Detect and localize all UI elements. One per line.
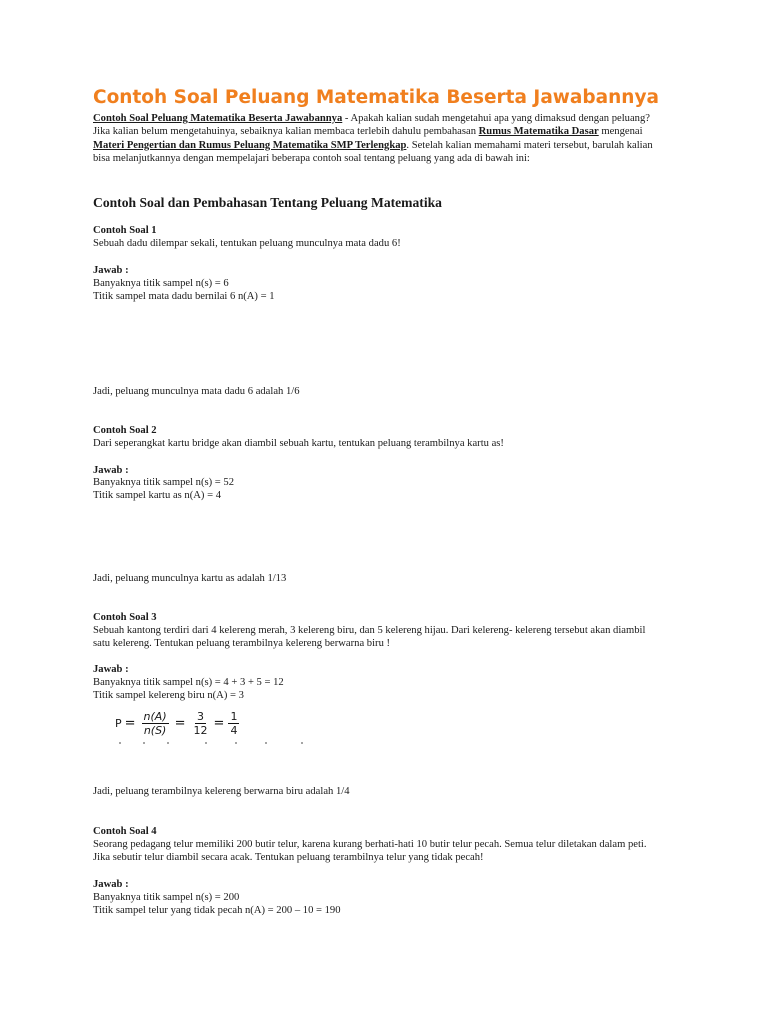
formula-equals-3: = xyxy=(213,716,225,731)
page-title: Contoh Soal Peluang Matematika Beserta Jawabannya xyxy=(93,87,659,108)
intro-text-1: - Apakah kalian sudah mengetahui apa yang dimaksud dengan peluang? Jika kalian belum mengetahuinya, sebaiknya kalian membaca terlebih dahulu pembahasan xyxy=(93,113,650,138)
formula-equals-2: = xyxy=(174,716,186,731)
probability-formula xyxy=(115,710,242,737)
formula-equals-1: = xyxy=(124,716,136,731)
soal3-line1: Banyaknya titik sampel n(s) = 4 + 3 + 5 = 12 xyxy=(93,677,284,688)
formula-fraction-nA-nS xyxy=(142,710,169,737)
soal3-line2: Titik sampel kelereng biru n(A) = 3 xyxy=(93,690,244,701)
intro-text-3: . Setelah kalian memahami materi tersebut, barulah kalian bisa melanjutkannya dengan mempelajari beberapa contoh soal tentang peluang yang ada di bawah ini: xyxy=(93,139,653,165)
soal3-conclusion: Jadi, peluang terambilnya kelereng berwarna biru adalah 1/4 xyxy=(93,786,350,797)
formula-numerator-3: 3 xyxy=(197,710,205,723)
soal2-question: Dari seperangkat kartu bridge akan diambil sebuah kartu, tentukan peluang terambilnya kartu as! xyxy=(93,438,504,449)
formula-numerator-1: 1 xyxy=(230,710,238,723)
soal2-conclusion: Jadi, peluang munculnya kartu as adalah 1/13 xyxy=(93,573,287,584)
formula-p: P xyxy=(115,717,122,730)
soal2-jawab: Jawab : xyxy=(93,465,129,476)
formula-denominator-12: 12 xyxy=(193,724,208,737)
soal2-line2: Titik sampel kartu as n(A) = 4 xyxy=(93,490,221,501)
soal1-line2: Titik sampel mata dadu bernilai 6 n(A) = 1 xyxy=(93,291,275,302)
formula-artifact-dots xyxy=(115,742,305,745)
soal1-conclusion: Jadi, peluang munculnya mata dadu 6 adalah 1/6 xyxy=(93,386,300,397)
soal4-line1: Banyaknya titik sampel n(s) = 200 xyxy=(93,892,240,903)
intro-link-article[interactable]: Contoh Soal Peluang Matematika Beserta Jawabannya xyxy=(93,113,343,124)
soal4-jawab: Jawab : xyxy=(93,879,129,890)
formula-fraction-3-12 xyxy=(192,710,210,737)
formula-numerator-nA: n(A) xyxy=(143,710,167,723)
intro-link-materi-peluang[interactable]: Materi Pengertian dan Rumus Peluang Matematika SMP Terlengkap xyxy=(93,139,407,151)
soal3-jawab: Jawab : xyxy=(93,664,129,675)
soal4-question: Seorang pedagang telur memiliki 200 butir telur, karena kurang berhati-hati 10 butir telur pecah. Semua telur diletakan dalam peti. Jika sebutir telur diambil secara acak. Tentukan peluang terambilnya telur yang tidak pecah! xyxy=(93,839,647,864)
soal3-question: Sebuah kantong terdiri dari 4 kelereng merah, 3 kelereng biru, dan 5 kelereng hijau. Dari kelereng- kelereng tersebut akan diambil satu kelereng. Tentukan peluang terambilnya kelereng berwarna biru ! xyxy=(93,625,646,650)
section-heading: Contoh Soal dan Pembahasan Tentang Peluang Matematika xyxy=(93,195,442,210)
intro-link-rumus-dasar[interactable]: Rumus Matematika Dasar xyxy=(478,126,599,138)
soal2-line1: Banyaknya titik sampel n(s) = 52 xyxy=(93,477,235,488)
formula-denominator-nS: n(S) xyxy=(143,724,167,737)
formula-denominator-4: 4 xyxy=(230,724,238,737)
soal1-question: Sebuah dadu dilempar sekali, tentukan peluang munculnya mata dadu 6! xyxy=(93,238,401,249)
intro-paragraph xyxy=(93,112,653,166)
soal1-label: Contoh Soal 1 xyxy=(93,225,157,236)
soal4-line2: Titik sampel telur yang tidak pecah n(A) = 200 – 10 = 190 xyxy=(93,905,341,916)
formula-fraction-1-4 xyxy=(228,710,239,737)
soal2-label: Contoh Soal 2 xyxy=(93,425,157,436)
soal4-label: Contoh Soal 4 xyxy=(93,826,157,837)
soal3-label: Contoh Soal 3 xyxy=(93,612,157,623)
intro-text-2: mengenai xyxy=(598,126,643,138)
soal1-jawab: Jawab : xyxy=(93,265,129,276)
soal1-line1: Banyaknya titik sampel n(s) = 6 xyxy=(93,278,229,289)
